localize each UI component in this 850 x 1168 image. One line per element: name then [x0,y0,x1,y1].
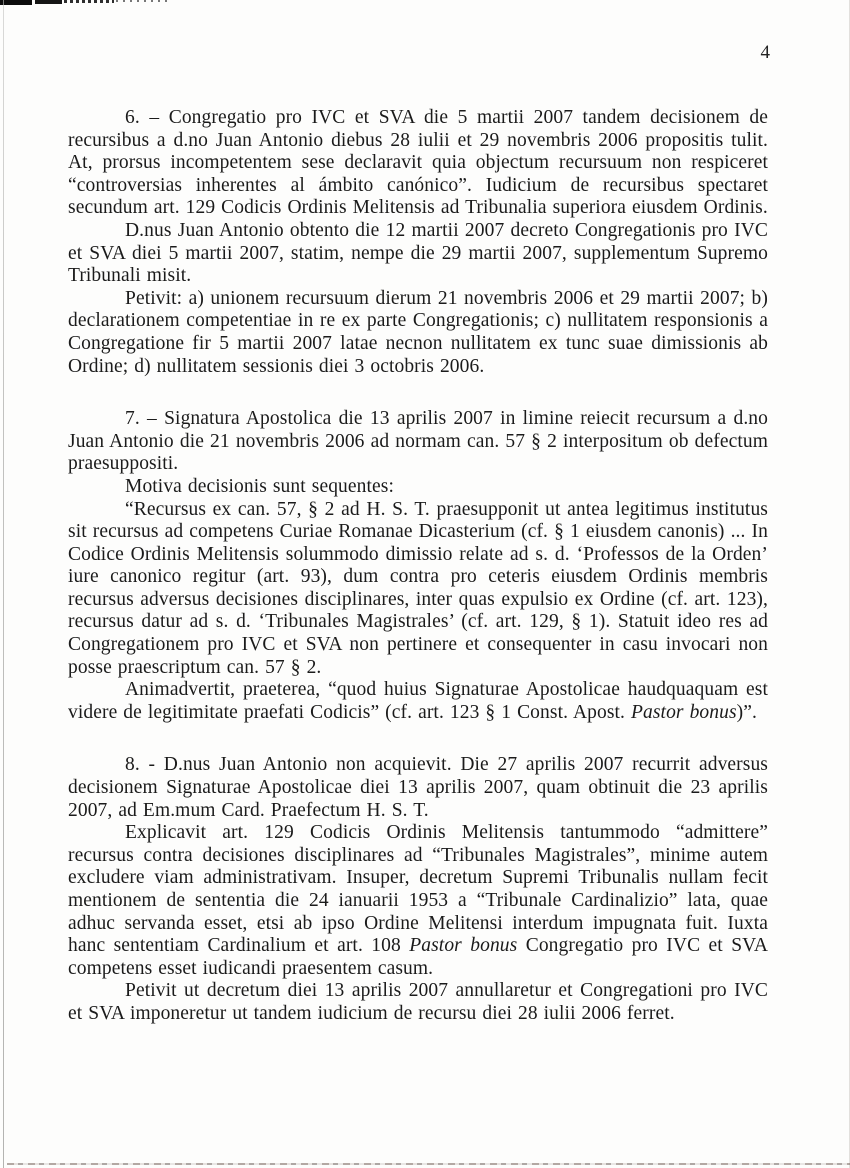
paragraph-run: Petivit: a) unionem recursuum dierum 21 novembris 2006 et 29 martii 2007; b) declarationem competentiae in re ex parte Congregationis; c) nullitatem responsionis a Congregatione fir 5 martii 2007 latae necnon nullitatem ex tunc suae dimissionis ab Ordine; d) nullitatem sessionis diei 3 octobris 2006. [68,287,768,377]
paragraph-run: Explicavit art. 129 Codicis Ordinis Melitensis tantummodo “admittere” recursus contra decisiones disciplinares ad “Tribunales Magistrales”, minime autem excludere viam administrativam. Insuper, decretum Supremi Tribunalis nullam fecit mentionem de sententia die 24 ianuarii 1953 a “Tribunale Cardinalizio” lata, quae adhuc servanda esset, etsi ab ipso Ordine Melitensi interdum impugnata fuit. Iuxta hanc sententiam Cardinalium et art. 108 [68,822,768,957]
paragraph [68,288,768,378]
paragraph-italic-run: Pastor bonus [631,701,737,723]
paragraph-run: Congregatio pro IVC et SVA competens esset iudicandi praesentem casum. [68,935,769,979]
paragraph [68,220,768,288]
document-content [68,107,768,1026]
paragraph-run: 7. – Signatura Apostolica die 13 aprilis 2007 in limine reiecit recursum a d.no Juan Antonio die 21 novembris 2006 ad normam can. 57 § 2 interpositum ob defectum praesuppositi. [68,408,768,475]
paragraph-run: “Recursus ex can. 57, § 2 ad H. S. T. praesupponit ut antea legitimus institutus sit recursus ad competens Curiae Romanae Dicasterium (cf. § 1 eiusdem canonis) ... In Codice Ordinis Melitensis solummodo dimissio relate ad s. d. ‘Professos de la Orden’ iure canonico regitur (art. 93), dum contra pro ceteris eiusdem Ordinis membris recursus adversus decisiones disciplinares, inter quas expulsio ex Ordine (cf. art. 123), recursus datur ad s. d. ‘Tribunales Magistrales’ (cf. art. 129, § 1). Statuit ideo res ad Congregationem pro IVC et SVA non pertinere et consequenter in casu invocari non posse praescriptum can. 57 § 2. [68,498,768,678]
paragraph [68,822,768,980]
paragraph [68,408,768,476]
paragraph [68,476,768,499]
paragraph [68,754,768,822]
scan-artifact-top-left [35,0,62,4]
page-number: 4 [760,42,770,63]
paragraph [68,679,768,724]
paragraph-italic-run: Pastor bonus [409,935,518,957]
document-section-1 [68,107,768,378]
document-section-3 [68,754,768,1025]
scan-artifact-top-left [116,0,171,2]
paragraph [68,499,768,680]
paragraph-run: Petivit ut decretum diei 13 aprilis 2007 annullaretur et Congregationi pro IVC et SVA imponeretur ut tandem iudicium de recursu diei 28 iulii 2006 ferret. [68,980,768,1024]
scan-artifact-left-edge [3,0,4,1168]
paragraph-run: 6. – Congregatio pro IVC et SVA die 5 martii 2007 tandem decisionem de recursibus a d.no Juan Antonio diebus 28 iulii et 29 novembris 2006 propositis tulit. At, prorsus incompetentem sese declaravit quia objectum recursuum non respiceret “controversias inherentes al ámbito canónico”. Iudicium de recursibus spectaret secundum art. 129 Codicis Ordinis Melitensis ad Tribunalia superiora eiusdem Ordinis. [68,107,768,219]
document-section-2 [68,408,768,724]
scan-artifact-top-left [64,0,114,3]
paragraph [68,980,768,1025]
paragraph-run: )”. [736,701,757,723]
scan-artifact-top-left [0,0,32,5]
paragraph-run: 8. - D.nus Juan Antonio non acquievit. Die 27 aprilis 2007 recurrit adversus decisionem Signaturae Apostolicae diei 13 aprilis 2007, quam obtinuit die 23 aprilis 2007, ad Em.mum Card. Praefectum H. S. T. [68,754,768,821]
scan-artifact-bottom-edge [7,1163,850,1165]
paragraph-run: Animadvertit, praeterea, “quod huius Signaturae Apostolicae haudquaquam est videre de legitimitate praefati Codicis” (cf. art. 123 § 1 Const. Apost. [68,679,768,723]
paragraph [68,107,768,220]
paragraph-run: Motiva decisionis sunt sequentes: [125,475,394,497]
paragraph-run: D.nus Juan Antonio obtento die 12 martii 2007 decreto Congregationis pro IVC et SVA diei 5 martii 2007, statim, nempe die 29 martii 2007, supplementum Supremo Tribunali misit. [68,219,768,287]
